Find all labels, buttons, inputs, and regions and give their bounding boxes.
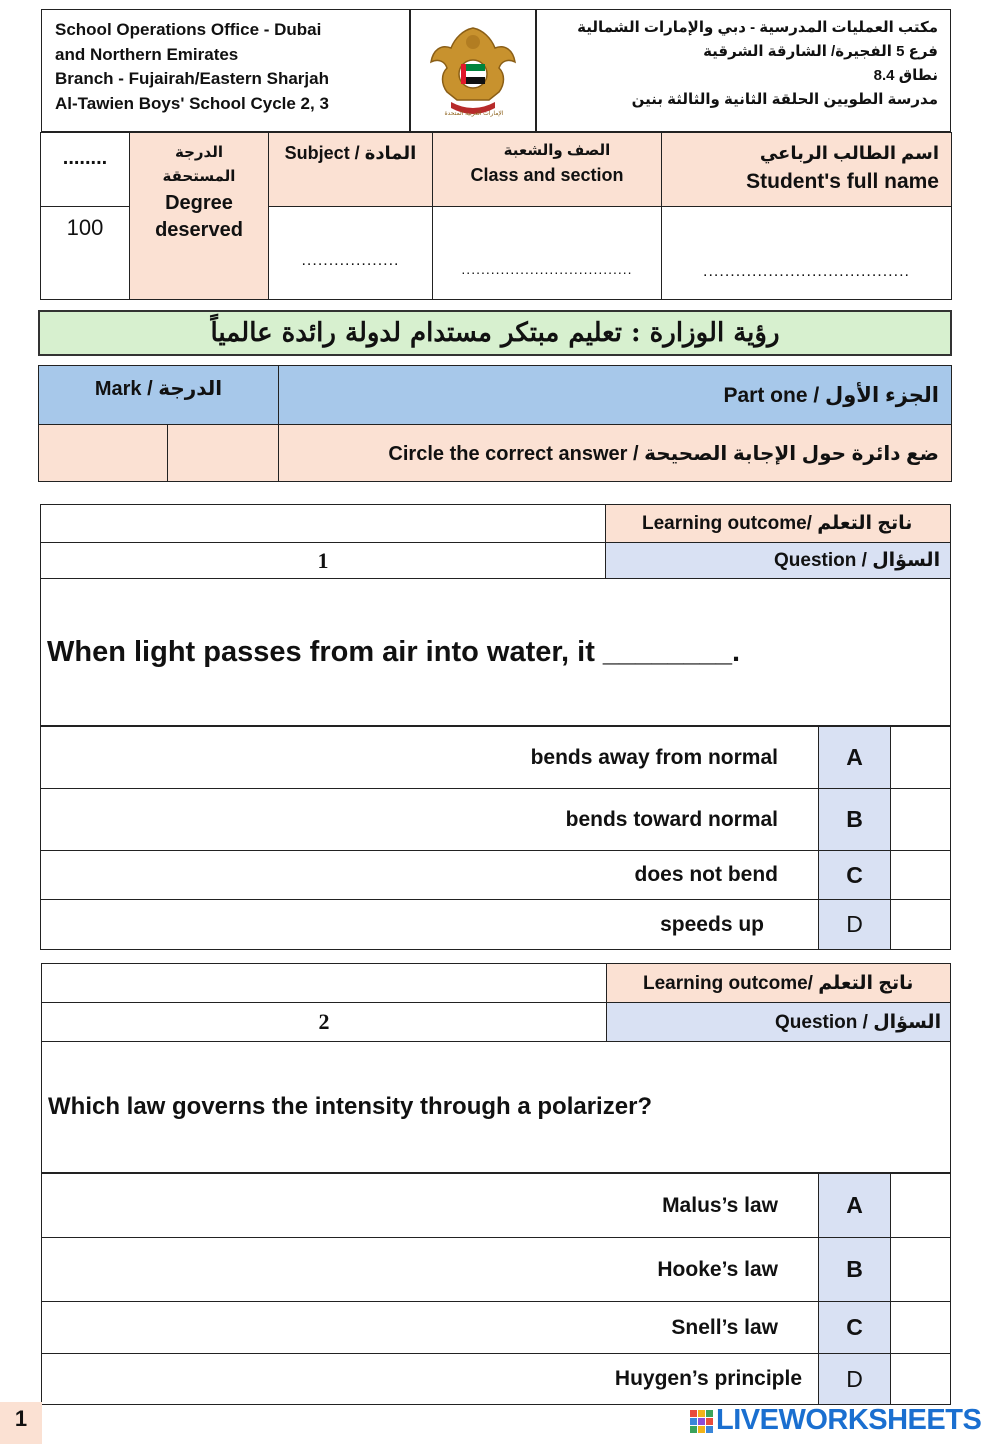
- class-section-label: الصف والشعبة Class and section: [433, 133, 662, 207]
- question-1-header: [40, 504, 951, 579]
- mark-cell-2[interactable]: [168, 425, 279, 482]
- option-text[interactable]: Hooke’s law: [42, 1238, 819, 1302]
- mark-cell-1[interactable]: [39, 425, 168, 482]
- option-row[interactable]: [41, 851, 951, 900]
- question-1-text: When light passes from air into water, it ________.: [40, 578, 951, 726]
- option-letter[interactable]: A: [819, 1174, 891, 1238]
- option-row[interactable]: [42, 1354, 951, 1405]
- option-letter[interactable]: A: [819, 727, 891, 789]
- option-letter[interactable]: D: [819, 900, 891, 950]
- brand-text: LIVEWORKSHEETS: [716, 1404, 982, 1436]
- question-2-header: [41, 963, 951, 1042]
- subject-label: Subject / المادة: [269, 133, 433, 207]
- question-2-text: Which law governs the intensity through a polarizer?: [41, 1041, 951, 1173]
- option-row[interactable]: [41, 900, 951, 950]
- part-title: Part one / الجزء الأول: [279, 366, 952, 425]
- option-letter[interactable]: B: [819, 789, 891, 851]
- option-text[interactable]: bends toward normal: [41, 789, 819, 851]
- learning-outcome-label: Learning outcome/ ناتج التعلم: [607, 964, 951, 1003]
- office-en: School Operations Office - Dubai and Northern Emirates Branch - Fujairah/Eastern Sharjah Al-Tawien Boys' School Cycle 2, 3: [55, 20, 329, 113]
- liveworksheets-mark-icon: [690, 1410, 714, 1434]
- option-row[interactable]: [42, 1174, 951, 1238]
- question-1-options: [40, 726, 951, 950]
- option-row[interactable]: [41, 727, 951, 789]
- learning-outcome-value[interactable]: [42, 964, 607, 1003]
- question-2-options: [41, 1173, 951, 1405]
- mark-label: Mark / الدرجة: [39, 366, 279, 425]
- option-answer-cell[interactable]: [891, 1354, 951, 1405]
- option-answer-cell[interactable]: [891, 1174, 951, 1238]
- option-answer-cell[interactable]: [891, 789, 951, 851]
- option-letter[interactable]: B: [819, 1238, 891, 1302]
- learning-outcome-value[interactable]: [41, 505, 606, 543]
- page-number: 1: [0, 1402, 42, 1444]
- option-row[interactable]: [41, 789, 951, 851]
- option-text[interactable]: does not bend: [41, 851, 819, 900]
- option-answer-cell[interactable]: [891, 1238, 951, 1302]
- class-section-value[interactable]: ...................................: [433, 207, 662, 300]
- student-name-label: اسم الطالب الرباعي Student's full name: [662, 133, 952, 207]
- option-answer-cell[interactable]: [891, 851, 951, 900]
- question-label: Question / السؤال: [606, 543, 951, 579]
- header-box: [41, 9, 951, 132]
- option-text[interactable]: speeds up: [41, 900, 819, 950]
- instruction: Circle the correct answer / ضع دائرة حول الإجابة الصحيحة: [279, 425, 952, 482]
- option-text[interactable]: Huygen’s principle: [42, 1354, 819, 1405]
- ministry-vision: رؤية الوزارة : تعليم مبتكر مستدام لدولة رائدة عالمياً: [38, 310, 952, 356]
- option-letter[interactable]: C: [819, 1302, 891, 1354]
- option-text[interactable]: Snell’s law: [42, 1302, 819, 1354]
- option-letter[interactable]: C: [819, 851, 891, 900]
- subject-value[interactable]: ..................: [269, 207, 433, 300]
- emblem-caption: الإمارات العربية المتحدة: [444, 111, 504, 117]
- score-total: 100: [41, 207, 130, 300]
- option-answer-cell[interactable]: [891, 1302, 951, 1354]
- question-number: 1: [41, 543, 606, 579]
- option-letter[interactable]: D: [819, 1354, 891, 1405]
- option-text[interactable]: Malus’s law: [42, 1174, 819, 1238]
- office-ar: مكتب العمليات المدرسية - دبي والإمارات الشمالية فرع 5 الفجيرة/ الشارقة الشرقية نطاق 8.4 مدرسة الطويين الحلقة الثانية والثالثة بنين: [577, 19, 938, 108]
- question-number: 2: [42, 1003, 607, 1042]
- option-row[interactable]: [42, 1238, 951, 1302]
- learning-outcome-label: Learning outcome/ ناتج التعلم: [606, 505, 951, 543]
- option-answer-cell[interactable]: [891, 727, 951, 789]
- score-dots: ........: [41, 133, 130, 207]
- liveworksheets-logo[interactable]: [690, 1404, 990, 1438]
- question-label: Question / السؤال: [607, 1003, 951, 1042]
- part-one-table: [38, 365, 952, 482]
- emblem-area: [411, 10, 535, 131]
- student-name-value[interactable]: ......................................: [662, 207, 952, 300]
- option-answer-cell[interactable]: [891, 900, 951, 950]
- degree-deserved-label: الدرجة المستحقة Degree deserved: [130, 133, 269, 300]
- option-text[interactable]: bends away from normal: [41, 727, 819, 789]
- option-row[interactable]: [42, 1302, 951, 1354]
- student-info-table: [40, 132, 952, 300]
